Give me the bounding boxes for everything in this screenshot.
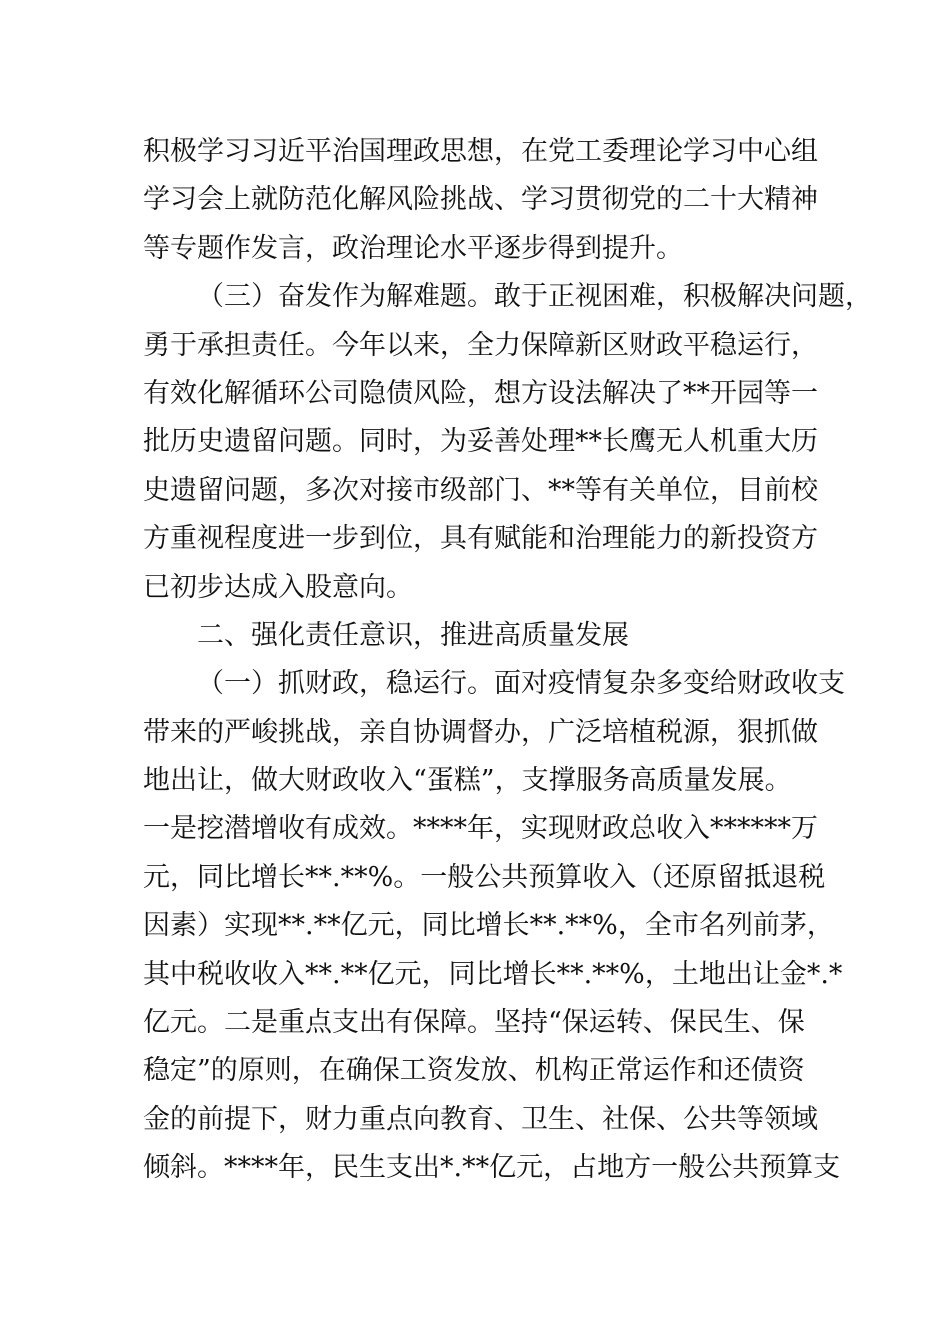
text-line: 史遗留问题，多次对接市级部门、**等有关单位，目前校: [143, 474, 818, 506]
document-body: [143, 128, 872, 1193]
text-line: 元，同比增长**.**%。一般公共预算收入（还原留抵退税: [143, 861, 826, 893]
text-line: 已初步达成入股意向。: [143, 571, 413, 603]
text-line: 积极学习习近平治国理政思想，在党工委理论学习中心组: [143, 136, 818, 167]
text-line: 等专题作发言，政治理论水平逐步得到提升。: [143, 232, 683, 264]
text-line: 因素）实现**.**亿元，同比增长**.**%，全市名列前茅，: [143, 910, 834, 942]
text-line: （三）奋发作为解难题。敢于正视困难，积极解决问题，: [197, 281, 872, 313]
text-line: 有效化解循环公司隐债风险，想方设法解决了**开园等一: [143, 377, 818, 409]
text-line: 地出让，做大财政收入“蛋糕”，支撑服务高质量发展。: [143, 765, 792, 797]
text-line: 金的前提下，财力重点向教育、卫生、社保、公共等领域: [143, 1103, 818, 1135]
text-line: 学习会上就防范化解风险挑战、学习贯彻党的二十大精神: [143, 184, 818, 216]
text-line: 勇于承担责任。今年以来，全力保障新区财政平稳运行，: [143, 329, 818, 361]
text-line: 方重视程度进一步到位，具有赋能和治理能力的新投资方: [143, 523, 818, 555]
text-line: 亿元。二是重点支出有保障。坚持“保运转、保民生、保: [143, 1007, 805, 1039]
text-line: 带来的严峻挑战，亲自协调督办，广泛培植税源，狠抓做: [143, 716, 818, 748]
text-line: 一是挖潜增收有成效。****年，实现财政总收入******万: [143, 813, 818, 845]
text-line: 批历史遗留问题。同时，为妥善处理**长鹰无人机重大历: [143, 426, 818, 458]
text-line: 其中税收收入**.**亿元，同比增长**.**%，土地出让金*.*: [143, 958, 843, 990]
text-line: 稳定”的原则，在确保工资发放、机构正常运作和还债资: [143, 1055, 805, 1087]
text-line: 倾斜。****年，民生支出*.**亿元，占地方一般公共预算支: [143, 1152, 841, 1184]
text-line: 二、强化责任意识，推进高质量发展: [197, 619, 629, 651]
text-line: （一）抓财政，稳运行。面对疫情复杂多变给财政收支: [197, 668, 845, 700]
